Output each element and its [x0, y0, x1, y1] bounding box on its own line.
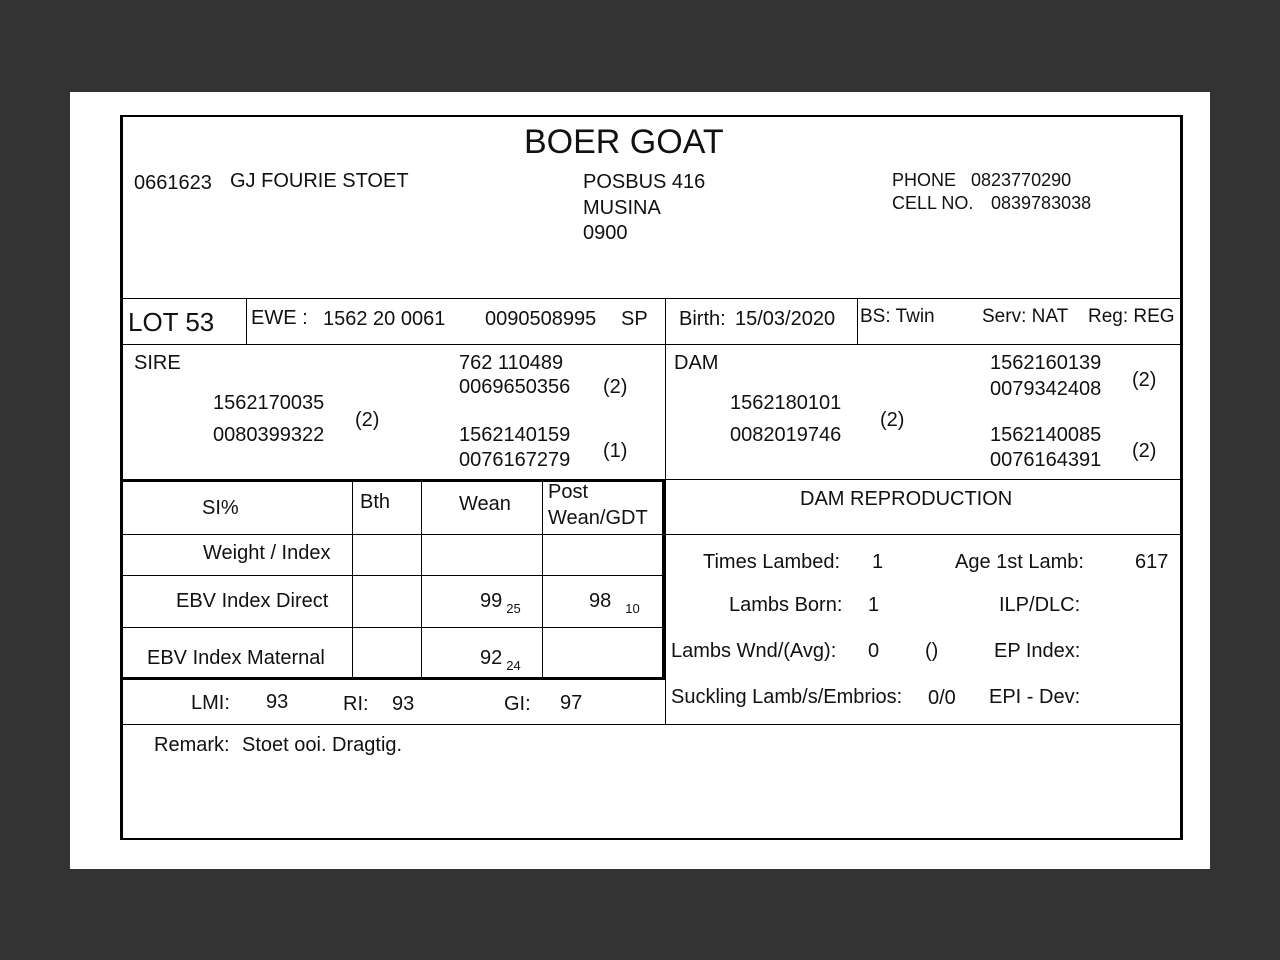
- divider: [665, 298, 666, 724]
- ebv-maternal-wean-accuracy: 24: [506, 658, 521, 673]
- address-line: POSBUS 416: [583, 171, 706, 193]
- lmi-value: 93: [266, 691, 289, 713]
- divider: [123, 627, 665, 628]
- phone-value: 0823770290: [971, 170, 1072, 190]
- weight-index-label: Weight / Index: [203, 542, 331, 564]
- ewe-label: EWE :: [251, 307, 308, 329]
- lambs-weaned-value: 0: [868, 640, 880, 662]
- address-line: 0900: [583, 222, 628, 244]
- divider: [123, 677, 665, 680]
- ewe-grade: SP: [621, 308, 648, 330]
- divider: [123, 724, 1180, 725]
- lambs-born-label: Lambs Born:: [729, 594, 843, 616]
- birth-date: 15/03/2020: [735, 308, 836, 330]
- lot-number: LOT 53: [128, 307, 215, 337]
- times-lambed-value: 1: [872, 551, 884, 573]
- divider: [421, 482, 422, 678]
- ebv-direct-post-value: 98: [589, 590, 612, 612]
- sire-sire-reg: 0069650356: [459, 376, 571, 398]
- sire-dam-id: 1562140159: [459, 424, 571, 446]
- divider: [123, 534, 665, 535]
- sire-id: 1562170035: [213, 392, 325, 414]
- ebv-direct-post-accuracy: 10: [625, 601, 640, 616]
- suckling-value: 0/0: [928, 687, 956, 709]
- service-type: Serv: NAT: [982, 306, 1069, 327]
- phone-label: PHONE: [892, 170, 957, 190]
- dam-label: DAM: [674, 352, 719, 374]
- dam-reproduction-header: DAM REPRODUCTION: [800, 488, 1013, 510]
- sale-card: [120, 115, 1183, 840]
- ebv-direct-wean-accuracy: 25: [506, 601, 521, 616]
- ebv-maternal-label: EBV Index Maternal: [147, 647, 325, 669]
- dam-grade: (2): [880, 409, 905, 431]
- suckling-label: Suckling Lamb/s/Embrios:: [671, 686, 903, 708]
- ebv-direct-post: [589, 591, 640, 615]
- divider: [123, 344, 1180, 345]
- ri-value: 93: [392, 693, 415, 715]
- wean-header: Wean: [459, 493, 511, 515]
- sire-dam-grade: (1): [603, 440, 628, 462]
- ilp-dlc-label: ILP/DLC:: [999, 594, 1081, 616]
- address-line: MUSINA: [583, 197, 661, 219]
- divider: [662, 480, 665, 680]
- dam-id: 1562180101: [730, 392, 842, 414]
- epi-dev-label: EPI - Dev:: [989, 686, 1081, 708]
- remark-label: Remark:: [154, 734, 230, 756]
- dam-sire-reg: 0079342408: [990, 378, 1102, 400]
- breeder-code: 0661623: [134, 172, 212, 194]
- page-title: BOER GOAT: [524, 123, 724, 161]
- registration: Reg: REG: [1088, 306, 1175, 327]
- breeder-name: GJ FOURIE STOET: [230, 170, 409, 192]
- divider: [665, 479, 1180, 480]
- cell-value: 0839783038: [991, 193, 1092, 213]
- ep-index-label: EP Index:: [994, 640, 1081, 662]
- ewe-reg: 0090508995: [485, 308, 597, 330]
- divider: [352, 482, 353, 678]
- age-first-lamb-value: 617: [1135, 551, 1169, 573]
- cell-label: CELL NO.: [892, 193, 974, 213]
- dam-sire-grade: (2): [1132, 369, 1157, 391]
- divider: [857, 298, 858, 344]
- si-header: SI%: [202, 497, 239, 519]
- divider: [665, 534, 1180, 535]
- ewe-id: 1562 20 0061: [323, 308, 446, 330]
- gi-label: GI:: [504, 693, 531, 715]
- birth-status: BS: Twin: [860, 306, 935, 327]
- divider: [246, 298, 247, 344]
- dam-dam-reg: 0076164391: [990, 449, 1102, 471]
- sire-reg: 0080399322: [213, 424, 325, 446]
- birth-label: Birth:: [679, 308, 726, 330]
- times-lambed-label: Times Lambed:: [703, 551, 841, 573]
- ebv-maternal-wean-value: 92: [480, 647, 503, 669]
- lambs-weaned-avg: (): [925, 640, 939, 662]
- divider: [120, 480, 123, 680]
- ebv-direct-wean-value: 99: [480, 590, 503, 612]
- bth-header: Bth: [360, 491, 391, 513]
- post-wean-header-line2: Wean/GDT: [548, 507, 648, 529]
- lambs-weaned-label: Lambs Wnd/(Avg):: [671, 640, 837, 662]
- age-first-lamb-label: Age 1st Lamb:: [955, 551, 1084, 573]
- remark-text: Stoet ooi. Dragtig.: [242, 734, 403, 756]
- ri-label: RI:: [343, 693, 369, 715]
- divider: [123, 298, 1180, 299]
- divider: [123, 575, 665, 576]
- sire-label: SIRE: [134, 352, 181, 374]
- dam-dam-id: 1562140085: [990, 424, 1102, 446]
- dam-dam-grade: (2): [1132, 440, 1157, 462]
- ebv-direct-label: EBV Index Direct: [176, 590, 329, 612]
- sire-sire-grade: (2): [603, 376, 628, 398]
- lmi-label: LMI:: [191, 692, 230, 714]
- ebv-direct-wean: [480, 591, 521, 615]
- sire-grade: (2): [355, 409, 380, 431]
- post-wean-header-line1: Post: [548, 481, 589, 503]
- dam-sire-id: 1562160139: [990, 352, 1102, 374]
- ebv-maternal-wean: [480, 648, 521, 672]
- divider: [542, 482, 543, 678]
- lambs-born-value: 1: [868, 594, 880, 616]
- dam-reg: 0082019746: [730, 424, 842, 446]
- gi-value: 97: [560, 692, 583, 714]
- sire-sire-id: 762 110489: [459, 352, 564, 374]
- sire-dam-reg: 0076167279: [459, 449, 571, 471]
